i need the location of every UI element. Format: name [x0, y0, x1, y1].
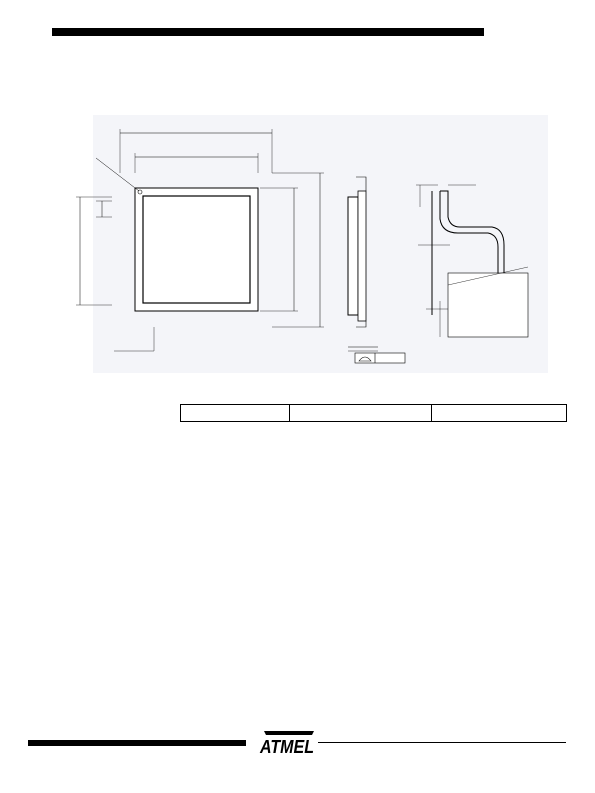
- package-body: [135, 188, 258, 311]
- svg-text:ATMEL: ATMEL: [259, 737, 314, 757]
- package-drawing: [28, 115, 553, 373]
- header-rule: [52, 28, 484, 36]
- header-symbol: [181, 405, 290, 422]
- atmel-logo-graphic: [254, 727, 318, 757]
- atmel-logo: [254, 727, 318, 757]
- header-millimeters: [290, 405, 432, 422]
- tolerance-frame: [355, 353, 405, 363]
- package-outline-svg: [28, 115, 553, 373]
- dimensions-table: [180, 404, 567, 422]
- table-header-row: [181, 405, 567, 422]
- footer-thin-rule: [316, 742, 566, 743]
- footer-rule: [28, 740, 246, 746]
- header-inches: [432, 405, 567, 422]
